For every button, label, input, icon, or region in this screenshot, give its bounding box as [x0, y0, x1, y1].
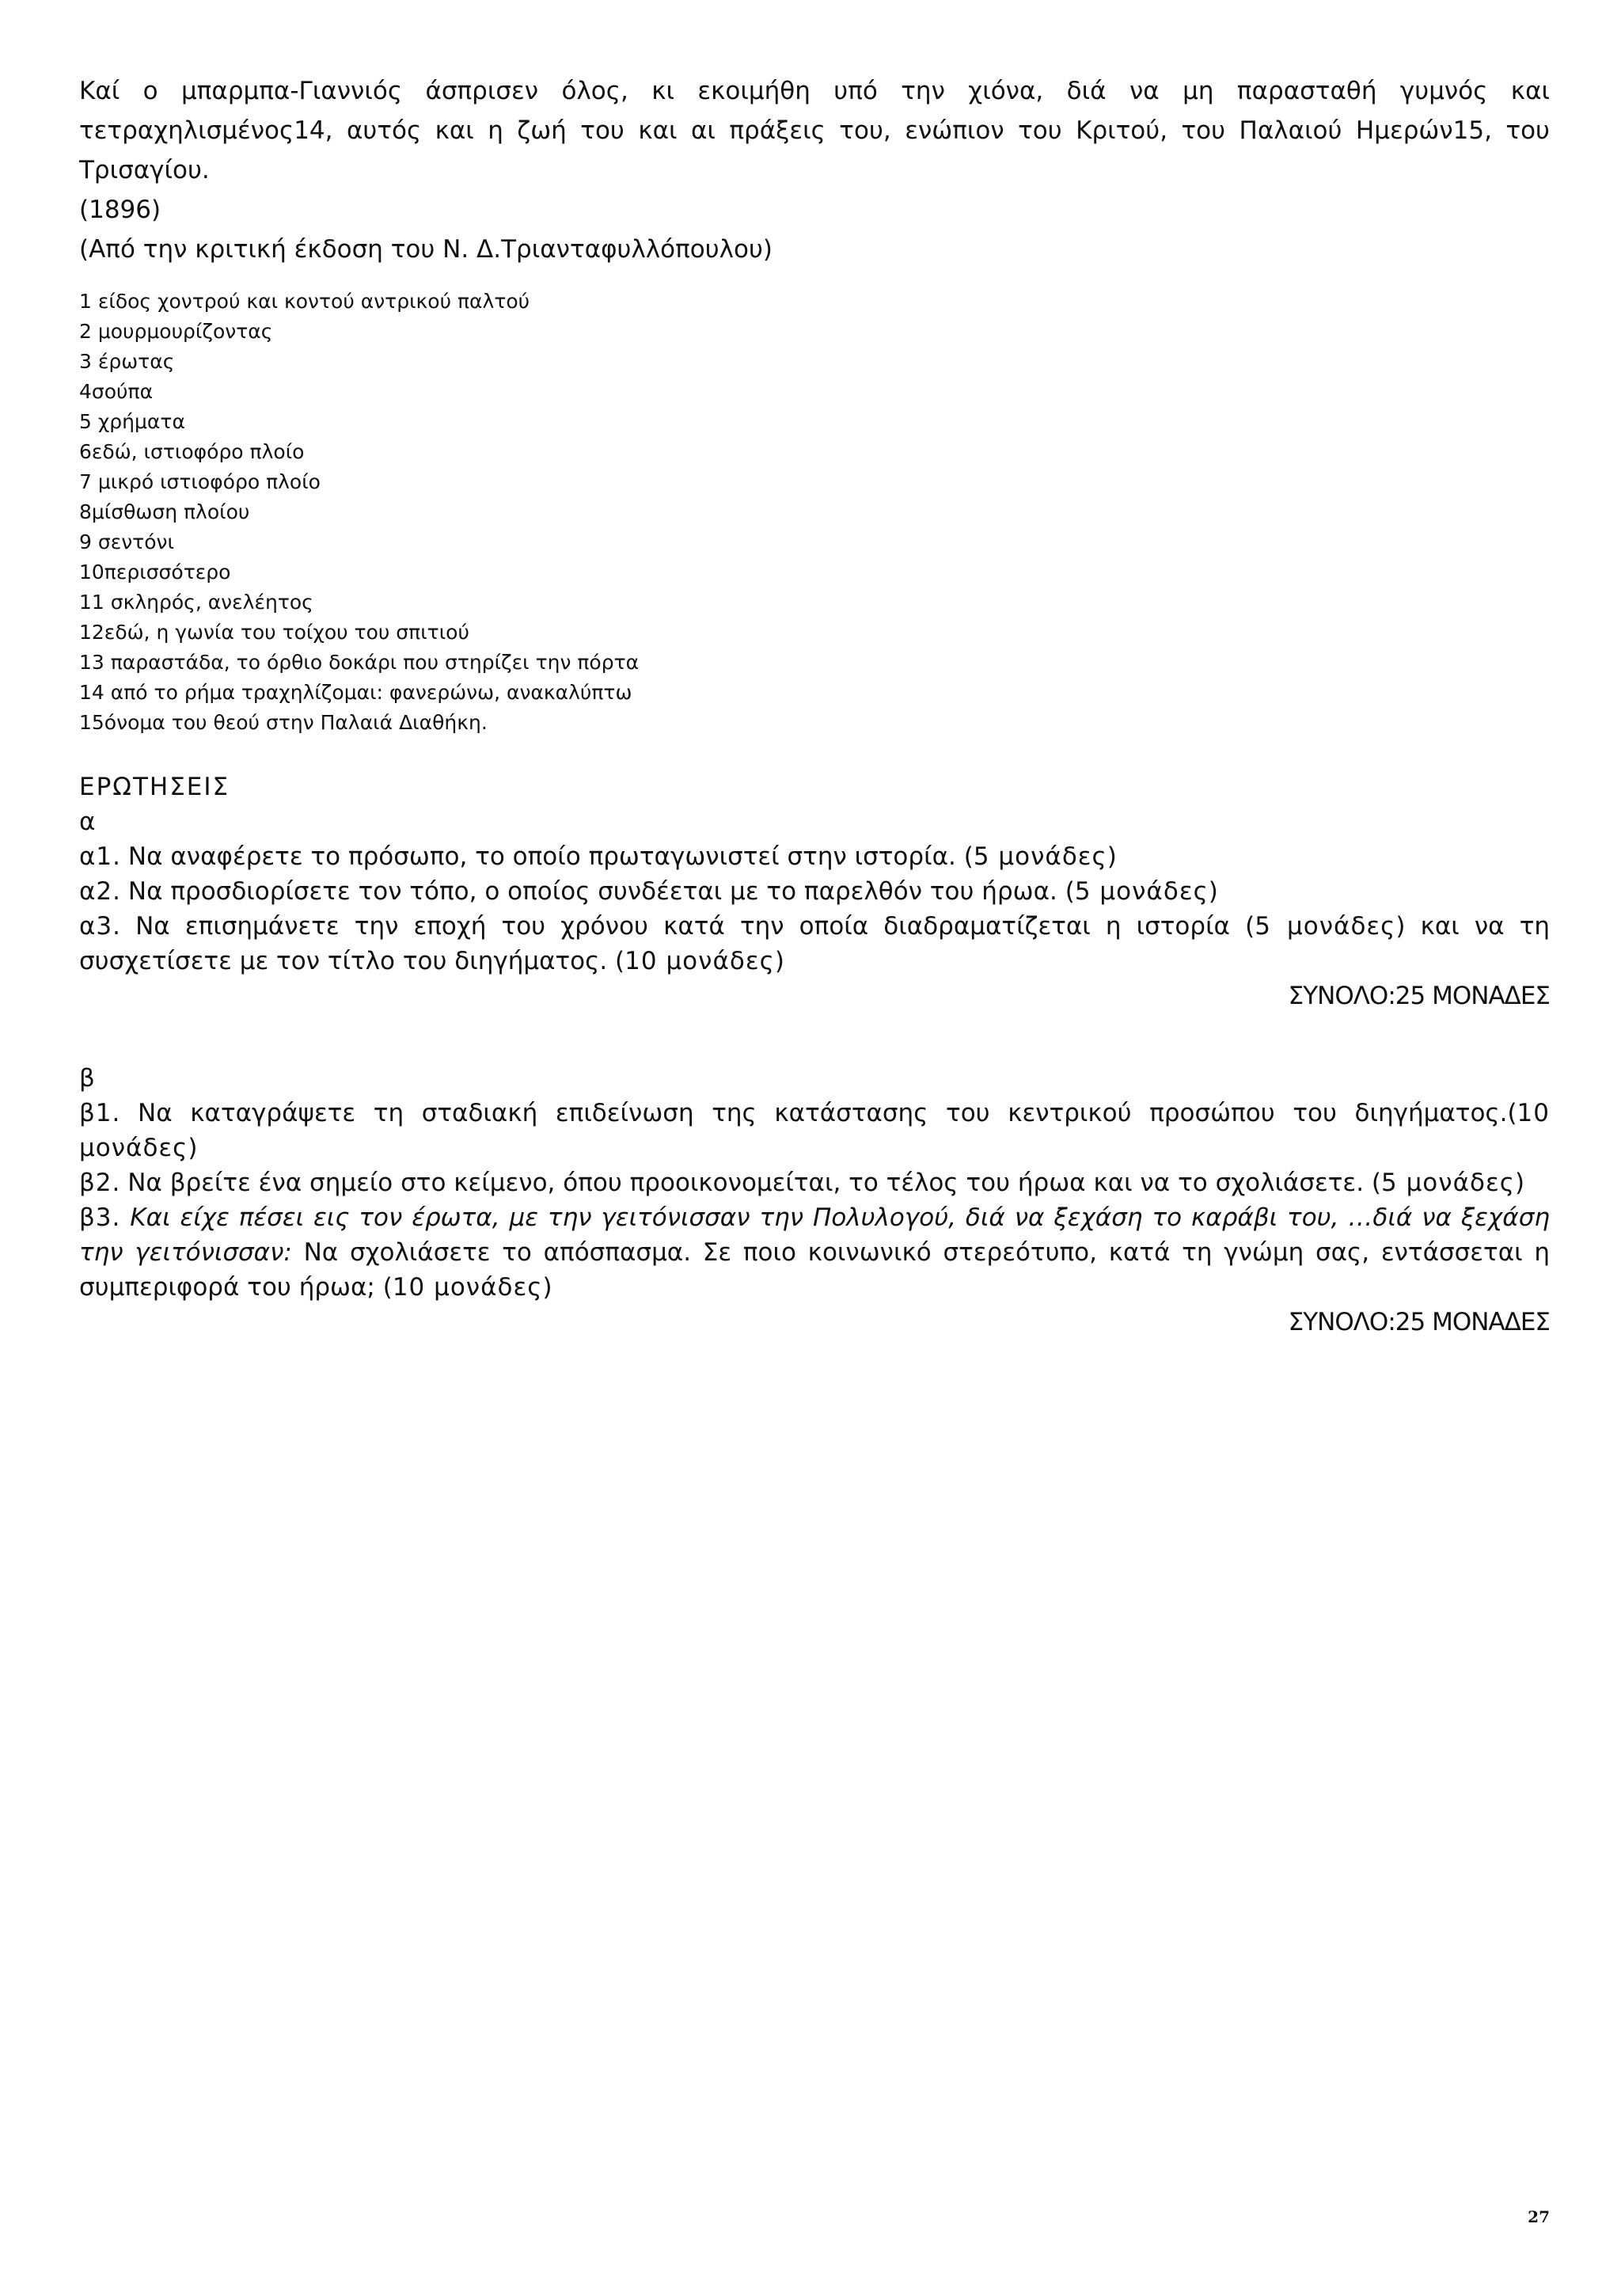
question-close: ) — [774, 947, 784, 975]
question-number: β3. — [79, 1203, 121, 1232]
footnote: 15όνομα του θεού στην Παλαιά Διαθήκη. — [79, 711, 488, 734]
question-number: β2 — [79, 1169, 112, 1197]
footnote: 5 χρήματα — [79, 410, 185, 433]
footnote: 7 μικρό ιστιοφόρο πλοίο — [79, 470, 321, 493]
question-points: 10 μονάδες — [79, 1099, 1550, 1162]
footnote: 8μίσθωση πλοίου — [79, 500, 250, 523]
question-points: 5 μονάδες — [973, 842, 1107, 871]
footnote: 6εδώ, ιστιοφόρο πλοίο — [79, 440, 305, 463]
question-points: 5 μονάδες) — [1074, 877, 1219, 906]
question-close: ) — [1514, 1169, 1525, 1197]
group-b-total: ΣΥΝΟΛΟ:25 ΜΟΝΑΔΕΣ — [1288, 1308, 1550, 1336]
footnote: 11 σκληρός, ανελέητος — [79, 591, 313, 614]
story-paragraph: Καί ο μπαρμπα-Γιαννιός άσπρισεν όλος, κι εκοιμήθη υπό την χιόνα, διά να μη παρασταθή γυμνός και τετραχηλισμένος14, αυτός και η ζωή του και αι πράξεις του, ενώπιον του Κριτού, του Παλαιού Ημερών15, του Τρισαγίου. — [79, 77, 1550, 184]
footnote: 4σούπα — [79, 380, 154, 403]
story-source: (Από την κριτική έκδοση του Ν. Δ.Τριανταφυλλόπουλου) — [79, 235, 773, 264]
question-b1 — [79, 1096, 1550, 1165]
question-number: β1 — [79, 1099, 112, 1127]
question-a1 — [79, 839, 1550, 874]
question-close: ) — [188, 1134, 198, 1162]
question-text: Να σχολιάσετε το απόσπασμα. Σε ποιο κοινωνικό στερεότυπο, κατά τη γνώμη σας, εντάσσεται η συμπεριφορά του ήρωα; ( — [79, 1238, 1551, 1302]
group-a-label: α — [79, 808, 96, 836]
story-excerpt — [79, 71, 1550, 269]
footnote: 1 είδος χοντρού και κοντού αντρικού παλτού — [79, 290, 530, 313]
question-points: 10 μονάδες — [392, 1273, 543, 1302]
question-b3 — [79, 1200, 1550, 1305]
group-a-total: ΣΥΝΟΛΟ:25 ΜΟΝΑΔΕΣ — [1288, 982, 1550, 1010]
story-year: (1896) — [79, 196, 161, 224]
footnote: 10περισσότερο — [79, 561, 231, 584]
footnote: 14 από το ρήμα τραχηλίζομαι: φανερώνω, ανακαλύπτω — [79, 681, 632, 704]
footnotes-list — [79, 287, 1550, 738]
question-b2 — [79, 1165, 1550, 1200]
document-page — [79, 71, 1550, 1340]
footnote: 3 έρωτας — [79, 350, 175, 373]
question-text: . Να βρείτε ένα σημείο στο κείμενο, όπου προοικονομείται, το τέλος του ήρωα και να το σχολιάσετε. ( — [112, 1169, 1381, 1197]
page-number: 27 — [1528, 2207, 1550, 2226]
question-number: α2 — [79, 877, 113, 906]
question-points: 5 μονάδες — [1255, 912, 1396, 941]
question-number: α1 — [79, 842, 113, 871]
group-b-label: β — [79, 1064, 95, 1093]
question-text: . Να καταγράψετε τη σταδιακή επιδείνωση της κατάστασης του κεντρικού προσώπου του διηγήματος.( — [112, 1099, 1517, 1127]
footnote: 2 μουρμουρίζοντας — [79, 320, 273, 343]
question-number: α3 — [79, 912, 113, 941]
question-text: . Να αναφέρετε το πρόσωπο, το οποίο πρωταγωνιστεί στην ιστορία. ( — [112, 842, 974, 871]
question-close: ) — [542, 1273, 552, 1302]
question-points: 10 μονάδες — [624, 947, 775, 975]
question-text-continued: ) και να τη συσχετίσετε με τον τίτλο του διηγήματος. ( — [79, 912, 1551, 975]
footnote: 13 παραστάδα, το όρθιο δοκάρι που στηρίζει την πόρτα — [79, 651, 640, 674]
question-points: 5 μονάδες — [1381, 1169, 1515, 1197]
footnote: 12εδώ, η γωνία του τοίχου του σπιτιού — [79, 621, 469, 644]
question-close: ) — [1107, 842, 1117, 871]
question-a2 — [79, 874, 1550, 909]
question-a3 — [79, 909, 1550, 979]
questions-heading: ΕΡΩΤΗΣΕΙΣ — [79, 773, 230, 801]
footnote: 9 σεντόνι — [79, 530, 174, 553]
question-text: . Να επισημάνετε την εποχή του χρόνου κατά την οποία διαδραματίζεται η ιστορία ( — [112, 912, 1255, 941]
question-quote: Και είχε πέσει εις τον έρωτα, με την γειτόνισσαν την Πολυλογού, διά να ξεχάση το καράβι του, …διά να ξεχάση την γειτόνισσαν: — [79, 1203, 1550, 1267]
question-text: . Να προσδιορίσετε τον τόπο, ο οποίος συνδέεται με το παρελθόν του ήρωα. ( — [112, 877, 1075, 906]
